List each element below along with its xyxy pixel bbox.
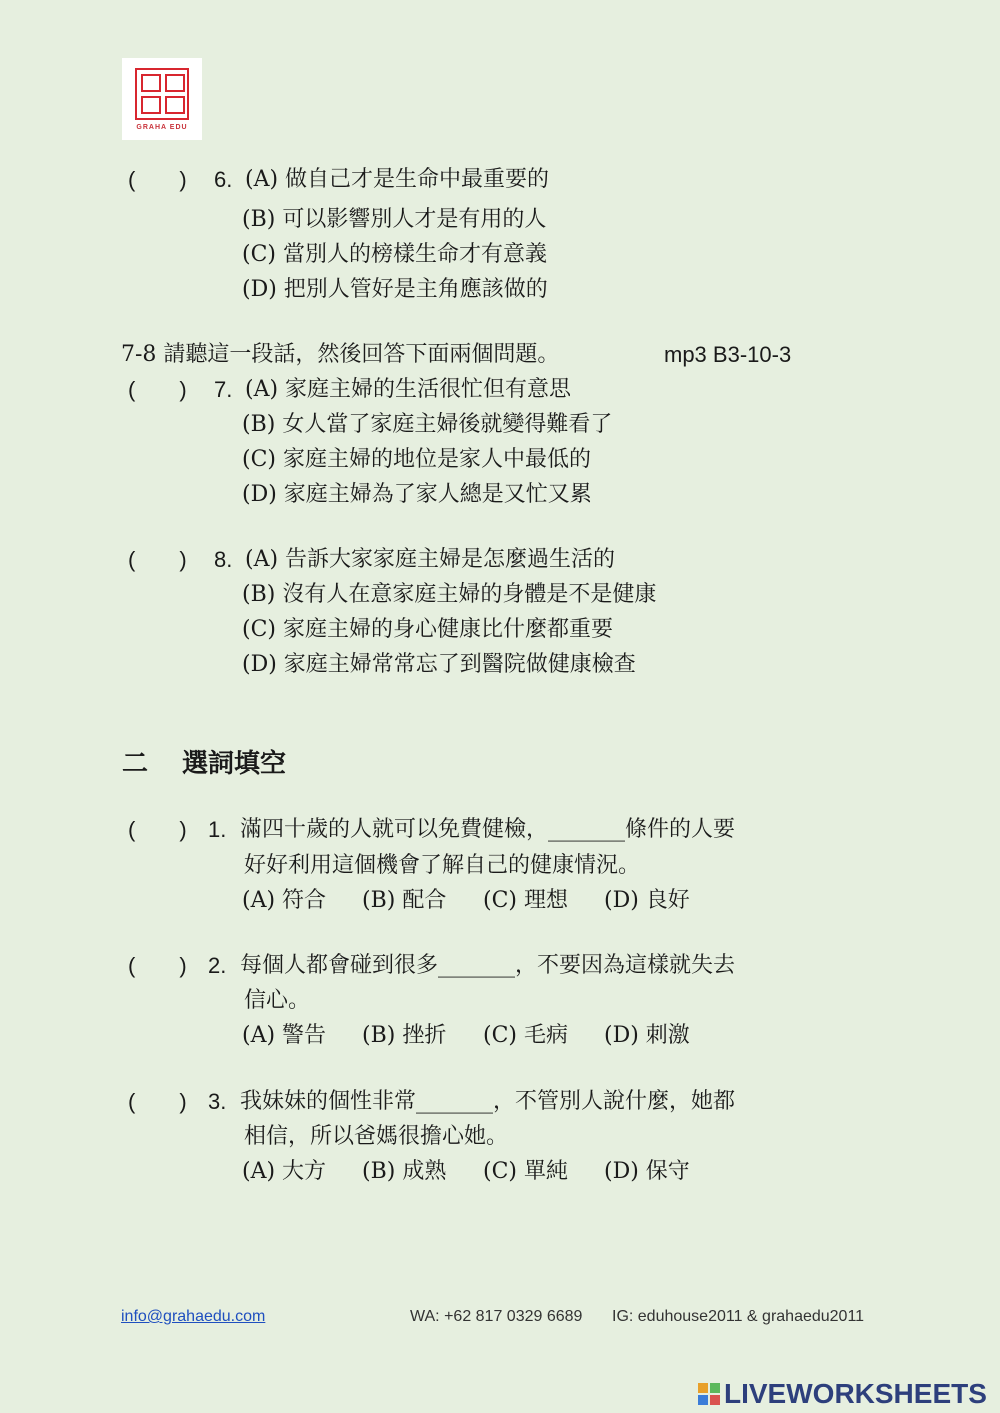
option-b: (B) 挫折 xyxy=(362,1023,447,1048)
liveworksheets-logo xyxy=(698,1378,987,1408)
question-number: 8. xyxy=(214,547,233,572)
option-b: (B) 配合 xyxy=(362,888,447,913)
email-link[interactable]: info@grahaedu.com xyxy=(121,1308,266,1325)
option-b: (B) 成熟 xyxy=(362,1159,447,1184)
option-d: (D) 家庭主婦為了家人總是又忙又累 xyxy=(242,482,592,507)
question-line-2: 信心。 xyxy=(244,988,311,1013)
option-d: (D) 保守 xyxy=(604,1159,690,1184)
liveworksheets-icon xyxy=(698,1383,720,1405)
answer-blank[interactable]: ( ) xyxy=(128,953,187,978)
question-line-2: 相信，所以爸媽很擔心她。 xyxy=(244,1124,509,1149)
footer-instagram: IG: eduhouse2011 & grahaedu2011 xyxy=(612,1308,865,1325)
option-a: (A) 大方 xyxy=(242,1159,327,1184)
option-c: (C) 家庭主婦的身心健康比什麼都重要 xyxy=(242,617,613,642)
answer-blank[interactable]: ( ) xyxy=(128,167,187,192)
question-line-1: 滿四十歲的人就可以免費健檢，_______條件的人要 xyxy=(240,817,736,842)
option-b: (B) 女人當了家庭主婦後就變得難看了 xyxy=(242,412,613,437)
liveworksheets-text: LIVEWORKSHEETS xyxy=(724,1378,987,1409)
option-b: (B) 沒有人在意家庭主婦的身體是不是健康 xyxy=(242,582,657,607)
question-number: 7. xyxy=(214,377,233,402)
graha-edu-logo xyxy=(122,58,202,140)
option-d: (D) 把別人管好是主角應該做的 xyxy=(242,277,548,302)
audio-label[interactable]: mp3 B3-10-3 xyxy=(664,342,792,367)
option-a: (A) 家庭主婦的生活很忙但有意思 xyxy=(245,377,572,402)
section-title: 選詞填空 xyxy=(182,749,287,779)
question-number: 6. xyxy=(214,167,233,192)
logo-caption: GRAHA EDU xyxy=(136,124,188,131)
answer-blank[interactable]: ( ) xyxy=(128,1089,187,1114)
seal-icon xyxy=(135,68,189,120)
option-b: (B) 可以影響別人才是有用的人 xyxy=(242,207,547,232)
option-d: (D) 良好 xyxy=(604,888,690,913)
question-line-1: 我妹妹的個性非常_______，不管別人說什麼，她都 xyxy=(240,1089,736,1114)
option-a: (A) 符合 xyxy=(242,888,327,913)
question-number: 3. xyxy=(208,1089,227,1114)
question-number: 1. xyxy=(208,817,227,842)
option-c: (C) 單純 xyxy=(483,1159,568,1184)
option-d: (D) 刺激 xyxy=(604,1023,690,1048)
question-line-2: 好好利用這個機會了解自己的健康情況。 xyxy=(244,853,641,878)
option-a: (A) 告訴大家家庭主婦是怎麼過生活的 xyxy=(245,547,616,572)
option-c: (C) 理想 xyxy=(483,888,568,913)
answer-blank[interactable]: ( ) xyxy=(128,377,187,402)
option-a: (A) 警告 xyxy=(242,1023,327,1048)
option-d: (D) 家庭主婦常常忘了到醫院做健康檢查 xyxy=(242,652,636,677)
footer-whatsapp: WA: +62 817 0329 6689 xyxy=(410,1308,583,1325)
answer-blank[interactable]: ( ) xyxy=(128,817,187,842)
section-number: 二 xyxy=(122,749,149,779)
option-c: (C) 家庭主婦的地位是家人中最低的 xyxy=(242,447,591,472)
answer-blank[interactable]: ( ) xyxy=(128,547,187,572)
option-c: (C) 毛病 xyxy=(483,1023,568,1048)
footer-email[interactable] xyxy=(121,1308,265,1326)
listening-instruction: 7-8 請聽這一段話，然後回答下面兩個問題。 xyxy=(121,342,560,367)
option-c: (C) 當別人的榜樣生命才有意義 xyxy=(242,242,547,267)
question-number: 2. xyxy=(208,953,227,978)
option-a: (A) 做自己才是生命中最重要的 xyxy=(245,167,550,192)
question-line-1: 每個人都會碰到很多_______，不要因為這樣就失去 xyxy=(240,953,736,978)
